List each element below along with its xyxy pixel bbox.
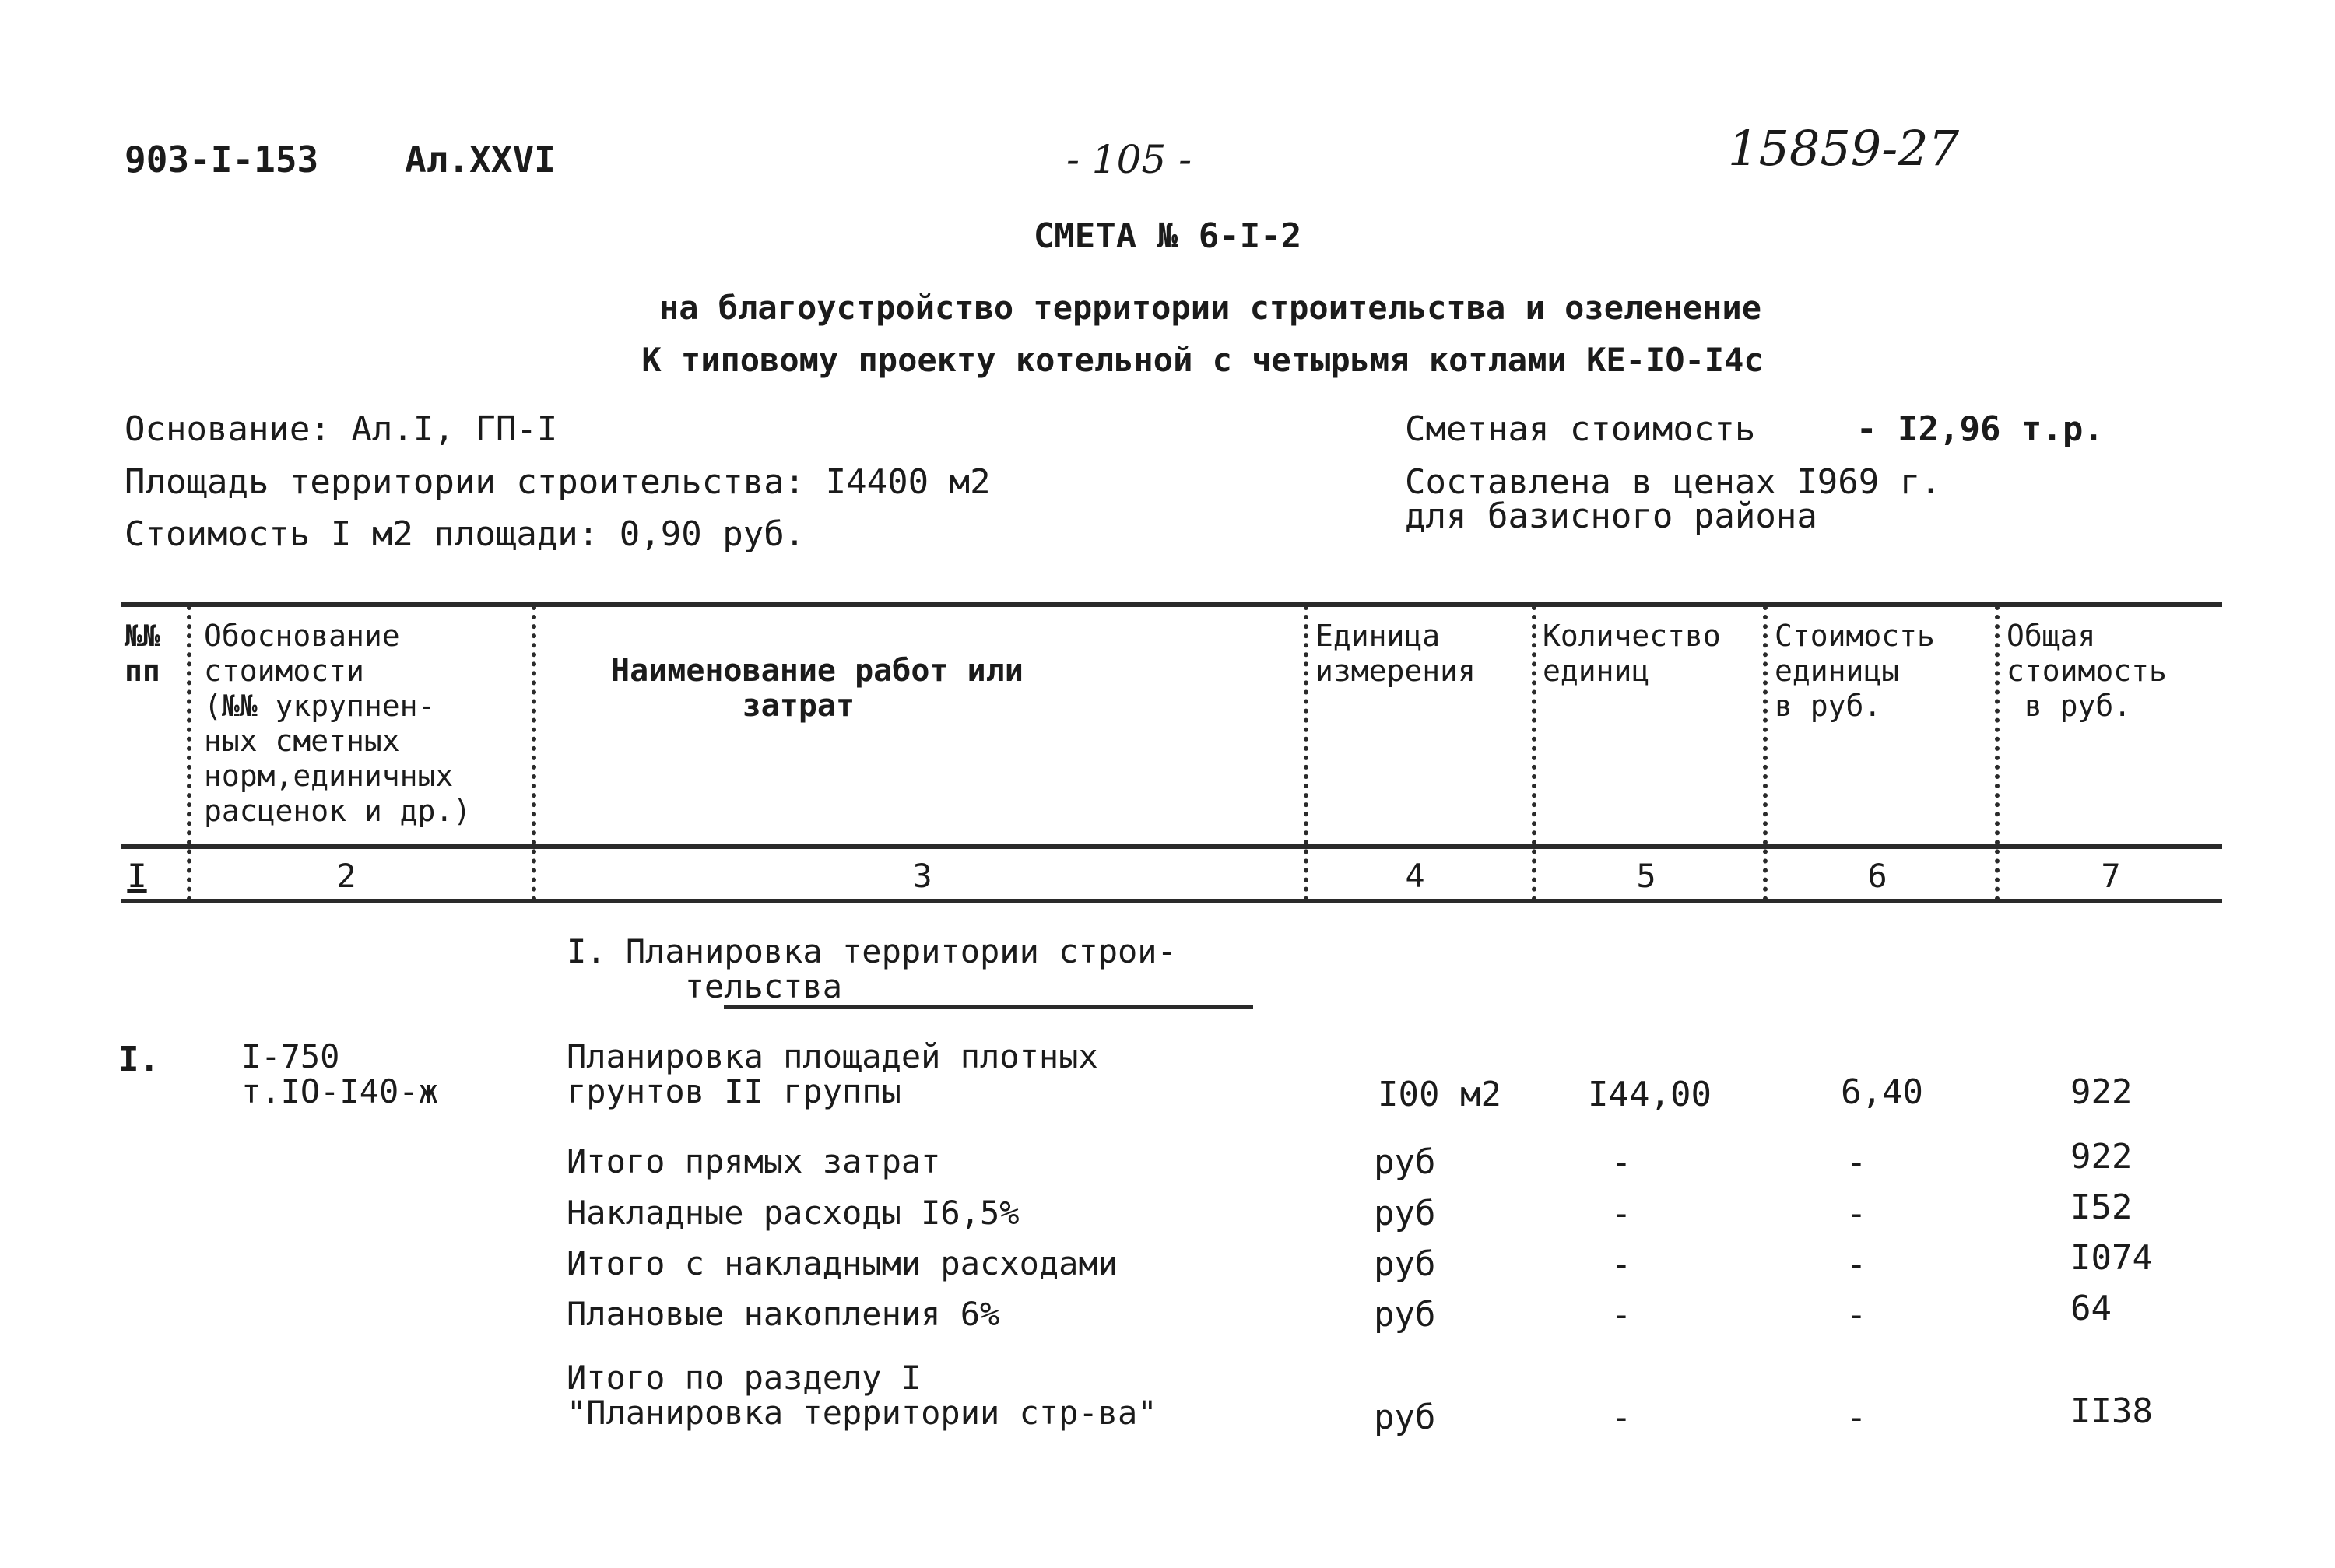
section-total-unit-price: - xyxy=(1845,1398,1867,1437)
estimate-subtitle-line2: К типовому проекту котельной с четырьмя котлами КЕ-IO-I4с xyxy=(641,341,1764,379)
summary-unit: руб xyxy=(1374,1194,1436,1233)
section-title-underline xyxy=(724,1005,1253,1009)
column-number: 6 xyxy=(1867,857,1887,895)
estimate-title: СМЕТА № 6-I-2 xyxy=(1033,216,1302,256)
column-divider xyxy=(1763,605,1768,901)
table-column-number-rule xyxy=(121,899,2222,903)
column-divider xyxy=(532,605,536,901)
summary-unit-price: - xyxy=(1845,1244,1867,1284)
section-total-unit: руб xyxy=(1374,1398,1436,1437)
column-divider xyxy=(1995,605,2000,901)
header-total-cost: Общая стоимость в руб. xyxy=(2007,619,2167,723)
summary-quantity: - xyxy=(1610,1244,1632,1284)
header-basis: Обоснование стоимости (№№ укрупнен- ных сметных норм,единичных расценок и др.) xyxy=(204,619,472,828)
row-basis: I-750 т.IO-I40-ж xyxy=(241,1037,438,1110)
column-divider xyxy=(1304,605,1308,901)
prices-year: Составлена в ценах I969 г. xyxy=(1405,462,1941,502)
archive-number: 15859-27 xyxy=(1728,120,1960,177)
section-title: I. Планировка территории строи- тельства xyxy=(567,932,1177,1005)
summary-quantity: - xyxy=(1610,1295,1632,1335)
row-quantity: I44,00 xyxy=(1588,1075,1712,1114)
summary-unit-price: - xyxy=(1845,1295,1867,1335)
row-unit: I00 м2 xyxy=(1378,1075,1501,1114)
summary-unit: руб xyxy=(1374,1244,1436,1284)
base-region: для базисного района xyxy=(1405,496,1817,536)
summary-total: I52 xyxy=(2070,1187,2133,1227)
summary-name: Накладные расходы I6,5% xyxy=(567,1194,1020,1232)
summary-quantity: - xyxy=(1610,1194,1632,1233)
column-divider xyxy=(1532,605,1536,901)
section-total-name: Итого по разделу I "Планировка территории стр-ва" xyxy=(567,1359,1157,1432)
row-work-name: Планировка площадей плотных грунтов II группы xyxy=(567,1037,1098,1110)
table-header-rule xyxy=(121,844,2222,849)
column-number: 4 xyxy=(1405,857,1425,895)
album-number: Ал.XXVI xyxy=(405,139,556,181)
estimated-cost-value: - I2,96 т.р. xyxy=(1856,409,2104,449)
document-code: 903-I-153 xyxy=(125,139,319,181)
summary-unit-price: - xyxy=(1845,1142,1867,1182)
header-unit: Единица измерения xyxy=(1315,619,1476,688)
header-unit-cost: Стоимость единицы в руб. xyxy=(1775,619,1935,723)
section-total-value: II38 xyxy=(2070,1391,2153,1431)
summary-quantity: - xyxy=(1610,1142,1632,1182)
table-top-rule xyxy=(121,602,2222,607)
summary-unit: руб xyxy=(1374,1142,1436,1182)
unit-cost-info: Стоимость I м2 площади: 0,90 руб. xyxy=(125,514,806,554)
summary-total: I074 xyxy=(2070,1238,2153,1278)
row-unit-price: 6,40 xyxy=(1841,1072,1923,1112)
estimated-cost-label: Сметная стоимость xyxy=(1405,409,1756,449)
column-number: 7 xyxy=(2101,857,2121,895)
summary-total: 64 xyxy=(2070,1289,2112,1328)
summary-unit: руб xyxy=(1374,1295,1436,1335)
summary-total: 922 xyxy=(2070,1137,2133,1177)
header-quantity: Количество единиц xyxy=(1543,619,1721,688)
area-info: Площадь территории строительства: I4400 м2 xyxy=(125,462,991,502)
column-number: 3 xyxy=(912,857,932,895)
summary-unit-price: - xyxy=(1845,1194,1867,1233)
column-divider xyxy=(187,605,191,901)
summary-name: Итого с накладными расходами xyxy=(567,1244,1118,1282)
row-total: 922 xyxy=(2070,1072,2133,1112)
header-work-name: Наименование работ или затрат xyxy=(611,653,1024,724)
column-number: 2 xyxy=(336,857,356,895)
column-number: 5 xyxy=(1636,857,1656,895)
column-number: I xyxy=(127,857,147,895)
basis-info: Основание: Ал.I, ГП-I xyxy=(125,409,558,449)
header-row-number: №№ пп xyxy=(125,619,160,688)
section-total-quantity: - xyxy=(1610,1398,1632,1437)
estimate-subtitle-line1: на благоустройство территории строительства и озеленение xyxy=(658,289,1762,327)
summary-name: Итого прямых затрат xyxy=(567,1142,941,1180)
page-number: - 105 - xyxy=(1066,137,1192,182)
row-number: I. xyxy=(118,1040,160,1079)
summary-name: Плановые накопления 6% xyxy=(567,1295,1000,1333)
